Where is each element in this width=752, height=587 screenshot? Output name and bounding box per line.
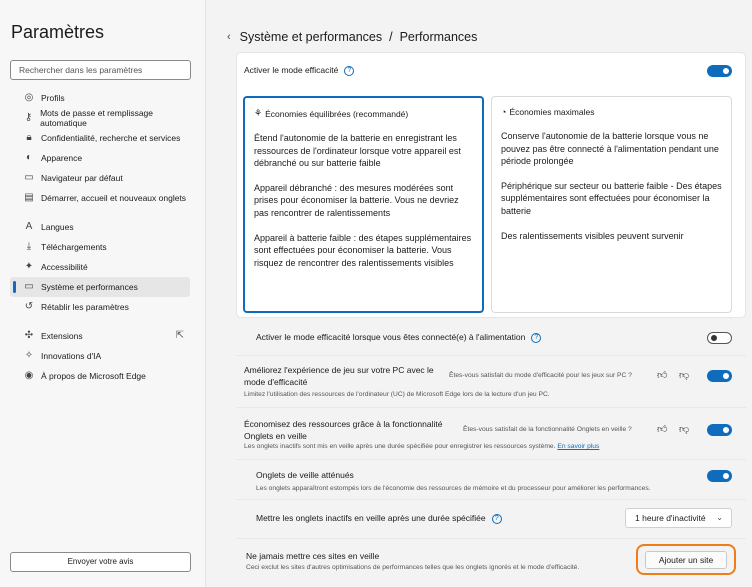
sidebar-item-default-browser[interactable] (10, 168, 190, 188)
main-content (207, 0, 752, 587)
sidebar-item-label: Langues (41, 222, 74, 232)
sidebar-title: Paramètres (11, 22, 105, 42)
mode-max-desc: Périphérique sur secteur ou batterie faible - Des étapes supplémentaires sont effectuées pour économiser la batterie (501, 180, 722, 216)
efficiency-toggle[interactable] (707, 65, 732, 77)
mode-max-title: Économies maximales (509, 107, 595, 117)
gauge-icon: ◔ (501, 107, 507, 117)
leaf-icon: ⚘ (254, 108, 263, 118)
sidebar-item-about[interactable] (10, 366, 190, 386)
never-sleep-description: Ceci exclut les sites d'autres optimisations de performances telles que les onglets ignorés et le mode d'efficacité. (246, 564, 580, 571)
add-site-highlight (636, 544, 736, 575)
sidebar-item-profils[interactable] (10, 88, 190, 108)
thumbs-up-icon[interactable]: 👍︎ (657, 424, 668, 435)
back-chevron-icon[interactable]: ‹ (227, 31, 231, 43)
sidebar-item-label: Innovations d'IA (41, 351, 102, 361)
palette-icon: ◐ (25, 152, 33, 163)
browser-icon: ▭ (24, 172, 34, 183)
divider (236, 355, 746, 356)
plugged-label: Activer le mode efficacité lorsque vous êtes connecté(e) à l'alimentation ? (256, 332, 541, 343)
breadcrumb (227, 30, 477, 44)
sidebar-item-label: Démarrer, accueil et nouveaux onglets (41, 193, 187, 203)
mode-balanced-desc: Étend l'autonomie de la batterie en enregistrant les ressources de l'ordinateur lorsque votre appareil est débranché ou sur batterie faible (254, 133, 461, 169)
timeout-dropdown[interactable] (625, 508, 732, 528)
mode-max-desc: Conserve l'autonomie de la batterie lorsque vous ne pouvez pas être connecté à l'alimentation pendant une période prolongée (501, 131, 719, 167)
timeout-label: Mettre les onglets inactifs en veille après une durée spécifiée ? (256, 513, 502, 524)
never-sleep-label: Ne jamais mettre ces sites en veille (246, 551, 380, 561)
download-icon: ⤓ (26, 241, 32, 252)
timeout-value: 1 heure d'inactivité (635, 513, 706, 523)
gaming-label: Améliorez l'expérience de jeu sur votre PC avec le mode d'efficacité (244, 365, 434, 387)
sidebar-item-languages[interactable] (10, 217, 190, 237)
breadcrumb-parent[interactable]: Système et performances (239, 30, 383, 44)
sidebar-item-label: Extensions (41, 331, 83, 341)
efficiency-label: Activer le mode efficacité ? (244, 65, 354, 76)
puzzle-icon: ✣ (24, 330, 34, 341)
mode-balanced-title: Économies équilibrées (recommandé) (265, 108, 409, 119)
sleeping-tabs-description: Les onglets inactifs sont mis en veille après une durée spécifiée pour enregistrer les ressources système. En savoir plus (244, 443, 600, 450)
sidebar-item-label: Téléchargements (41, 242, 107, 252)
fade-toggle[interactable] (707, 470, 732, 482)
language-icon: A (25, 221, 33, 232)
chevron-down-icon: ⌄ (716, 513, 723, 522)
mode-balanced-desc: Appareil à batterie faible : des étapes supplémentaires sont effectuées pour économiser la batterie. Vous risquez de rencontrer des ralentissements visibles (254, 232, 472, 268)
help-icon[interactable]: ? (531, 333, 541, 343)
sidebar-item-label: Mots de passe et remplissage automatique (40, 108, 154, 128)
sidebar (0, 0, 206, 587)
home-icon: ▤ (24, 192, 34, 203)
sleeping-tabs-label: Économisez des ressources grâce à la fonctionnalité Onglets en veille (244, 419, 443, 441)
sidebar-item-system[interactable] (10, 277, 190, 297)
learn-more-link[interactable]: En savoir plus (557, 443, 600, 450)
sidebar-item-appearance[interactable] (10, 148, 190, 168)
sidebar-item-label: Apparence (41, 153, 83, 163)
thumbs-up-icon[interactable]: 👍︎ (657, 370, 668, 381)
gaming-feedback-question: Êtes-vous satisfait du mode d'efficacité pour les jeux sur PC ? (449, 372, 632, 379)
divider (236, 407, 746, 408)
help-icon[interactable]: ? (344, 66, 354, 76)
sidebar-item-label: Accessibilité (41, 262, 88, 272)
divider (236, 538, 746, 539)
mode-balanced-desc: Appareil débranché : des mesures modérées sont prises pour économiser la batterie. Vous ne devriez pas rencontrer de ralentissements (254, 182, 459, 218)
mode-max-desc: Des ralentissements visibles peuvent survenir (501, 230, 684, 241)
sidebar-item-accessibility[interactable] (10, 257, 190, 277)
mode-balanced-card[interactable] (243, 96, 484, 313)
external-link-icon: ⇱ (175, 330, 184, 341)
add-site-button[interactable]: Ajouter un site (645, 551, 727, 569)
sidebar-item-start[interactable] (10, 188, 190, 208)
edge-icon: ◉ (24, 370, 34, 381)
sidebar-item-label: Confidentialité, recherche et services (41, 133, 181, 143)
fade-label: Onglets de veille atténués (256, 470, 354, 480)
help-icon[interactable]: ? (492, 514, 502, 524)
lock-icon: 🔒︎ (26, 132, 32, 143)
sidebar-item-passwords[interactable] (10, 108, 190, 128)
thumbs-down-icon[interactable]: 👎︎ (679, 424, 690, 435)
sidebar-item-label: Profils (41, 93, 65, 103)
sidebar-item-privacy[interactable] (10, 128, 190, 148)
reset-icon: ↺ (24, 301, 34, 312)
sidebar-item-extensions[interactable] (10, 326, 190, 346)
laptop-icon: ▭ (24, 281, 34, 292)
breadcrumb-separator: / (389, 30, 393, 44)
sidebar-item-downloads[interactable] (10, 237, 190, 257)
sidebar-item-ai[interactable] (10, 346, 190, 366)
page-title: Performances (399, 30, 478, 44)
divider (236, 459, 746, 460)
sidebar-item-label: À propos de Microsoft Edge (41, 371, 146, 381)
sidebar-item-label: Système et performances (41, 282, 138, 292)
profile-icon: ◎ (24, 92, 34, 103)
plugged-toggle[interactable] (707, 332, 732, 344)
gaming-description: Limitez l'utilisation des ressources de l'ordinateur (UC) de Microsoft Edge lors de la lecture d'un jeu PC. (244, 391, 550, 398)
gaming-toggle[interactable] (707, 370, 732, 382)
sleeping-tabs-feedback-question: Êtes-vous satisfait de la fonctionnalité Onglets en veille ? (463, 426, 632, 433)
divider (236, 499, 746, 500)
fade-description: Les onglets apparaîtront estompés lors de l'économie des ressources de mémoire et du processeur pour améliorer les performances. (256, 485, 651, 492)
accessibility-icon: ✦ (24, 261, 34, 272)
sparkle-icon: ✧ (24, 350, 34, 361)
search-input[interactable]: Rechercher dans les paramètres (10, 60, 191, 80)
thumbs-down-icon[interactable]: 👎︎ (679, 370, 690, 381)
sidebar-item-label: Navigateur par défaut (41, 173, 123, 183)
sidebar-item-label: Rétablir les paramètres (41, 302, 129, 312)
sidebar-item-reset[interactable] (10, 297, 190, 317)
mode-max-card[interactable] (491, 96, 732, 313)
key-icon: ⚷ (24, 112, 33, 123)
sleeping-tabs-toggle[interactable] (707, 424, 732, 436)
feedback-button[interactable]: Envoyer votre avis (10, 552, 191, 572)
